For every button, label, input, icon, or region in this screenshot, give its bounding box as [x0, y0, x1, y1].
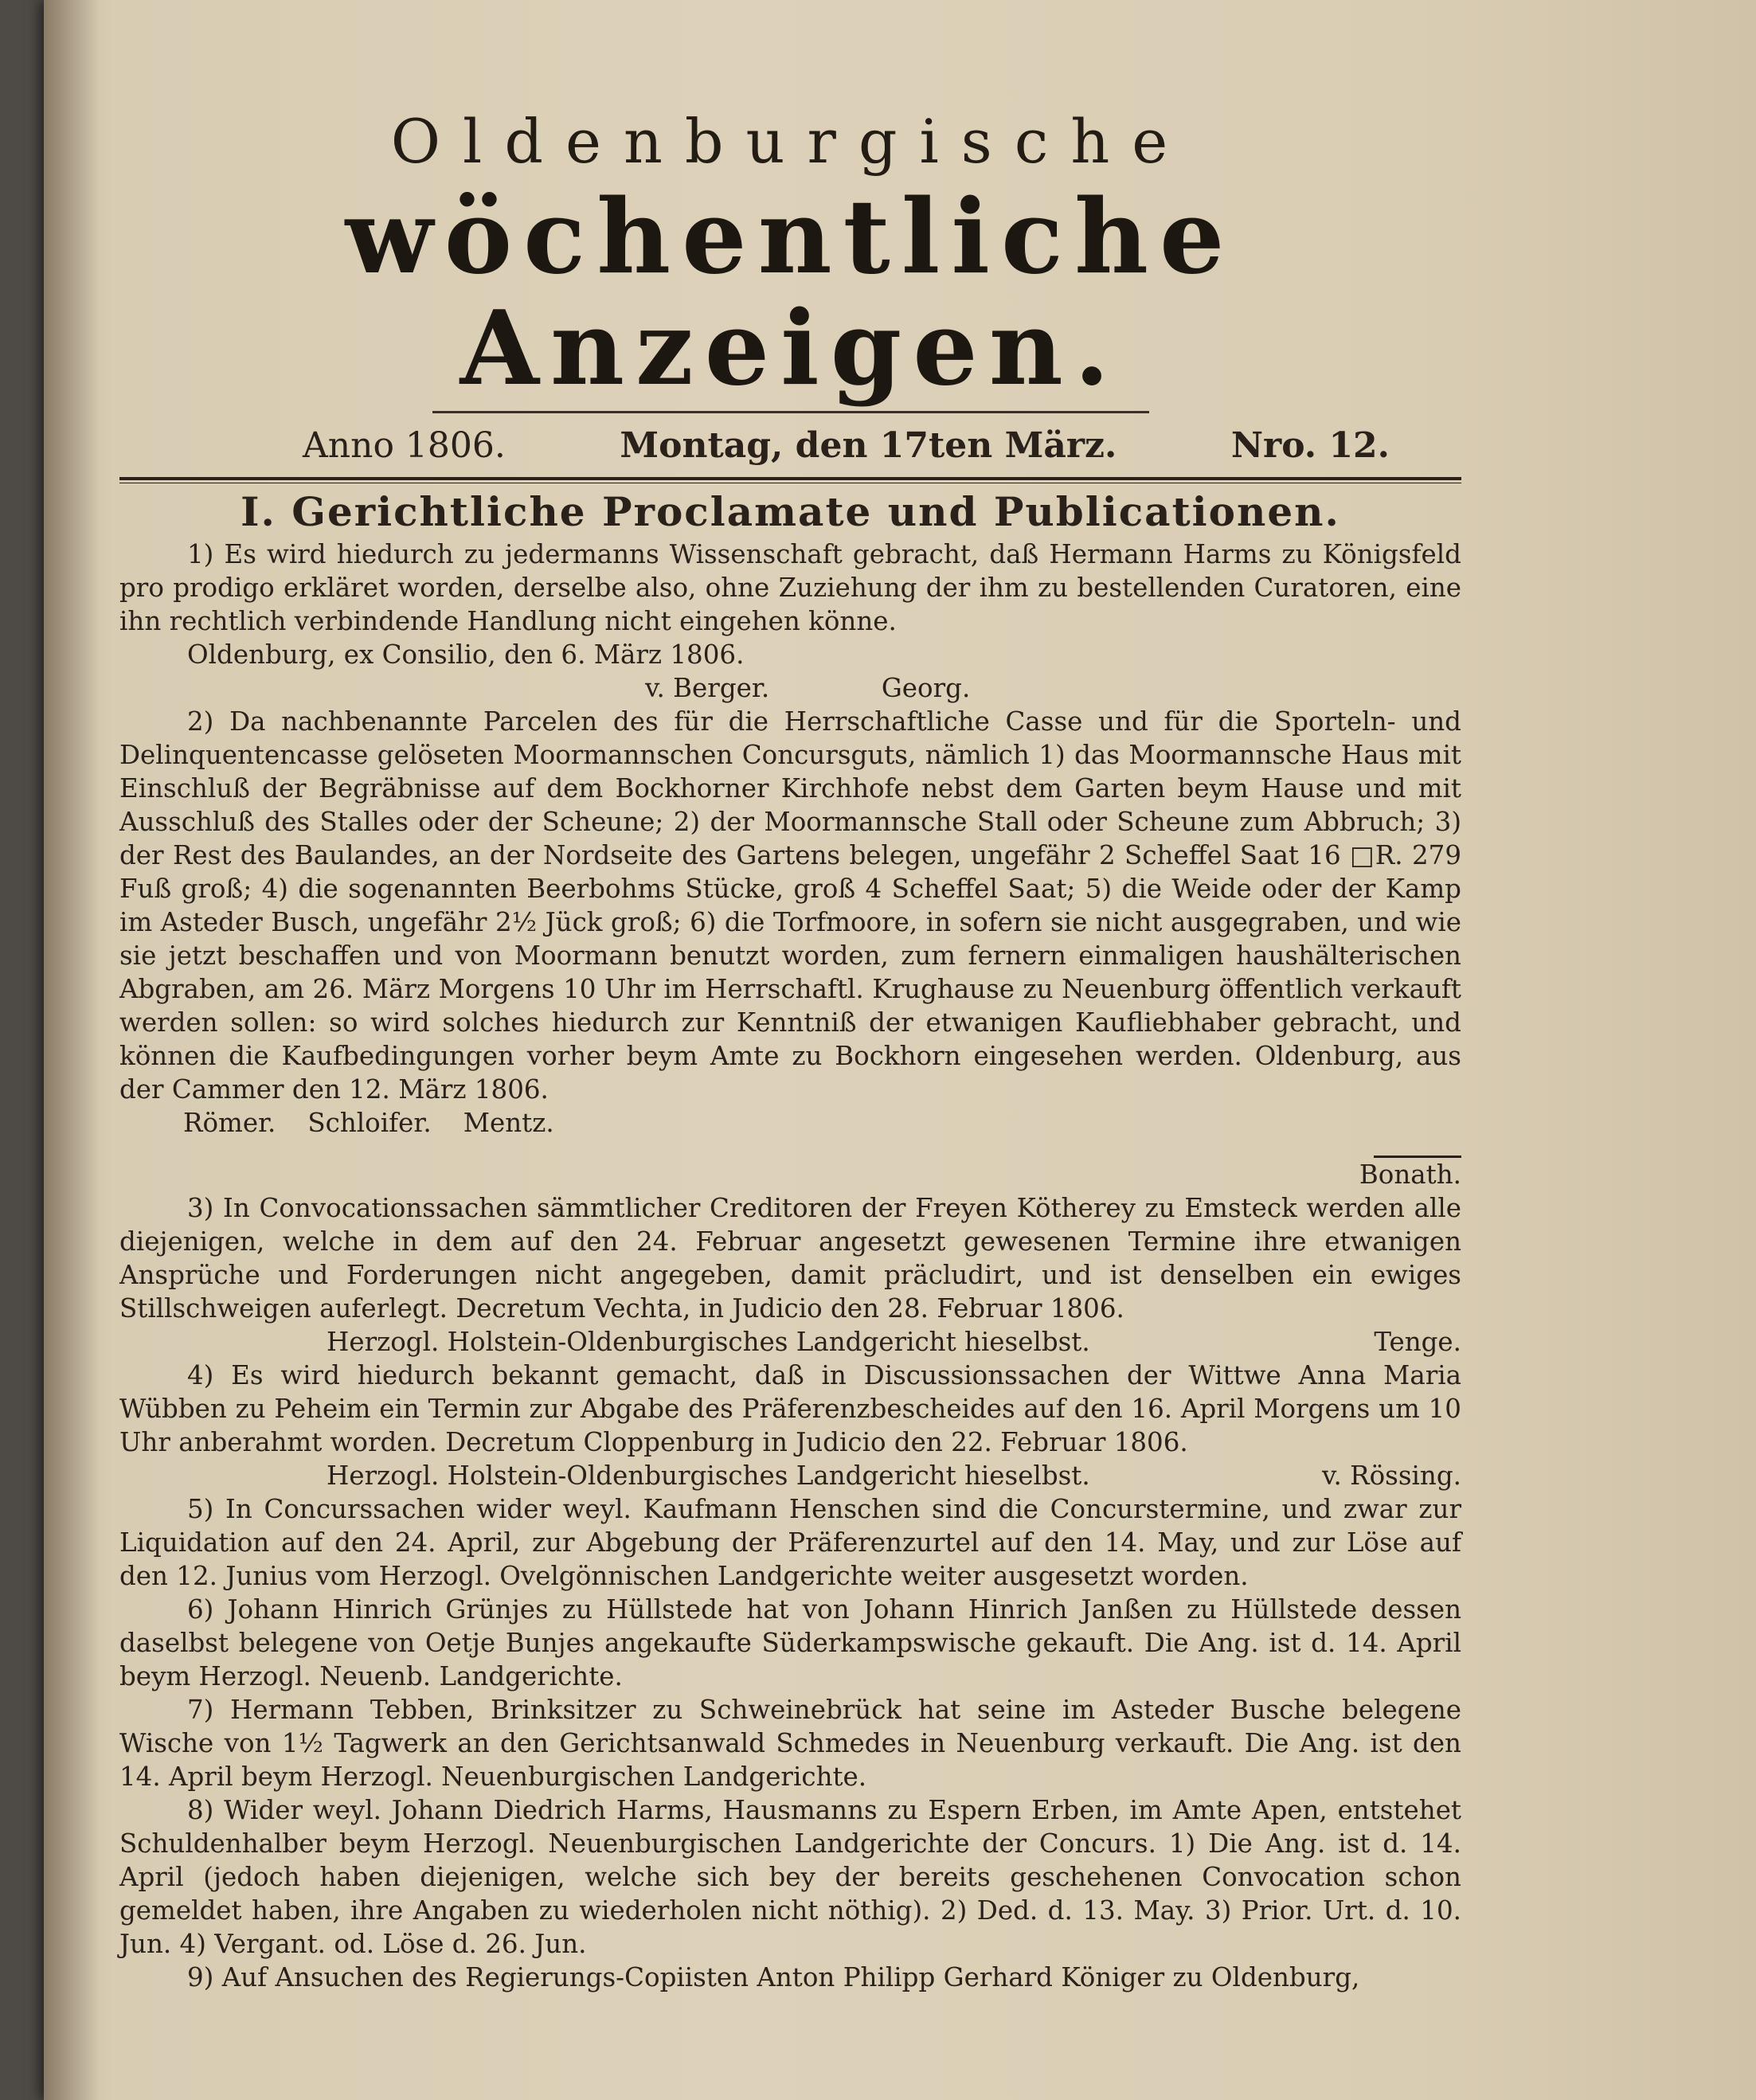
notice-3-text: 3) In Convocationssachen sämmtlicher Creditoren der Freyen Kötherey zu Emsteck werden alle diejenigen, welche in dem auf den 24. Februar angesetzt gewesenen Termine ihre etwanigen Ansprüche und Forderungen nicht angegeben, damit präcludirt, und ist denselben ein ewiges Stillschweigen auferlegt. Decretum Vechta, in Judicio den 28. Februar 1806.	[119, 1193, 1461, 1324]
section-title: I. Gerichtliche Proclamate und Publicationen.	[241, 488, 1340, 535]
issue-number: Nro. 12.	[1230, 425, 1390, 466]
notice-4-court-row	[119, 1459, 1461, 1492]
masthead-title-line1: Oldenburgische	[390, 106, 1191, 177]
issue-date: Montag, den 17ten März.	[620, 425, 1117, 466]
notice-2-signer-2: Schloifer.	[307, 1108, 432, 1138]
notice-3-court-row	[119, 1325, 1461, 1359]
notice-1-signatures	[119, 671, 1461, 705]
dateline	[119, 421, 1461, 471]
notice-1-signer-2: Georg.	[881, 673, 971, 703]
notice-4-signer: v. Rössing.	[1321, 1461, 1461, 1491]
notice-9-text: 9) Auf Ansuchen des Regierungs-Copiisten Anton Philipp Gerhard Königer zu Oldenburg,	[187, 1962, 1360, 1992]
notice-3-signer: Tenge.	[1374, 1327, 1461, 1357]
notice-3-court: Herzogl. Holstein-Oldenburgisches Landgericht hieselbst.	[327, 1327, 1090, 1357]
notice-2-text: 2) Da nachbenannte Parcelen des für die Herrschaftliche Casse und für die Sporteln- und Delinquentencasse gelöseten Moormannschen Concursguts, nämlich 1) das Moormannsche Haus mit Einschluß der Begräbnisse auf dem Bockhorner Kirchhofe nebst dem Garten beym Hause und mit Ausschluß des Stalles oder der Scheune; 2) der Moormannsche Stall oder Scheune zum Abbruch; 3) der Rest des Baulandes, an der Nordseite des Gartens belegen, ungefähr 2 Scheffel Saat 16 □R. 279 Fuß groß; 4) die sogenannten Beerbohms Stücke, groß 4 Scheffel Saat; 5) die Weide oder der Kamp im Asteder Busch, ungefähr 2½ Jück groß; 6) die Torfmoore, in sofern sie nicht ausgegraben, und wie sie jetzt beschaffen und von Moormann benutzt worden, zum fernern einmaligen haushälterischen Abgraben, am 26. März Morgens 10 Uhr im Herrschaftl. Krughause zu Neuenburg öffentlich verkauft werden sollen: so wird solches hiedurch zur Kenntniß der etwanigen Kaufliebhaber gebracht, und können die Kaufbedingungen vorher beym Amte zu Bockhorn eingesehen werden. Oldenburg, aus der Cammer den 12. März 1806.	[119, 706, 1461, 1105]
notice-1-place: Oldenburg, ex Consilio, den 6. März 1806.	[187, 639, 745, 670]
notice-6-text: 6) Johann Hinrich Grünjes zu Hüllstede hat von Johann Hinrich Janßen zu Hüllstede dessen daselbst belegene von Oetje Bunjes angekaufte Süderkampswische gekauft. Die Ang. ist d. 14. April beym Herzogl. Neuenb. Landgerichte.	[119, 1594, 1461, 1691]
notice-4-court: Herzogl. Holstein-Oldenburgisches Landgericht hieselbst.	[327, 1461, 1090, 1491]
issue-year: Anno 1806.	[303, 425, 506, 466]
notice-2-signer-1: Römer.	[183, 1108, 276, 1138]
notice-2-signers	[119, 1106, 1461, 1140]
notice-2-signer-right: Bonath.	[1359, 1159, 1461, 1190]
notice-1-text: 1) Es wird hiedurch zu jedermanns Wissenschaft gebracht, daß Hermann Harms zu Königsfeld pro prodigo erkläret worden, derselbe also, ohne Zuziehung der ihm zu bestellenden Curatoren, eine ihn rechtlich verbindende Handlung nicht eingehen könne.	[119, 539, 1461, 636]
notice-1-signer-1: v. Berger.	[645, 673, 770, 703]
page-content	[119, 104, 1461, 1994]
masthead-rule	[432, 411, 1149, 413]
notice-5-text: 5) In Concurssachen wider weyl. Kaufmann Henschen sind die Concurstermine, und zwar zur Liquidation auf den 24. April, zur Abgebung der Präferenzurtel auf den 14. May, und zur Löse auf den 12. Junius vom Herzogl. Ovelgönnischen Landgerichte weiter ausgesetzt worden.	[119, 1494, 1461, 1591]
notice-2-signer-3: Mentz.	[463, 1108, 554, 1138]
header-rule	[119, 477, 1461, 480]
masthead-title-line2: wöchentliche Anzeigen.	[345, 178, 1236, 409]
notice-7-text: 7) Hermann Tebben, Brinksitzer zu Schweinebrück hat seine im Asteder Busche belegene Wische von 1½ Tagwerk an den Gerichtsanwald Schmedes in Neuenburg verkauft. Die Ang. ist den 14. April beym Herzogl. Neuenburgischen Landgerichte.	[119, 1695, 1461, 1792]
notice-8-text: 8) Wider weyl. Johann Diedrich Harms, Hausmanns zu Espern Erben, im Amte Apen, entstehet Schuldenhalber beym Herzogl. Neuenburgischen Landgerichte der Concurs. 1) Die Ang. ist d. 14. April (jedoch haben diejenigen, welche sich bey der bereits geschehenen Convocation schon gemeldet haben, ihre Angaben zu wiederholen nicht nöthig). 2) Ded. d. 13. May. 3) Prior. Urt. d. 10. Jun. 4) Vergant. od. Löse d. 26. Jun.	[119, 1795, 1461, 1959]
article-body	[119, 538, 1461, 1994]
notice-4-text: 4) Es wird hiedurch bekannt gemacht, daß in Discussionssachen der Wittwe Anna Maria Wübben zu Peheim ein Termin zur Abgabe des Präferenzbescheides auf den 16. April Morgens um 10 Uhr anberahmt worden. Decretum Cloppenburg in Judicio den 22. Februar 1806.	[119, 1360, 1461, 1457]
binding-shadow	[44, 0, 100, 2100]
